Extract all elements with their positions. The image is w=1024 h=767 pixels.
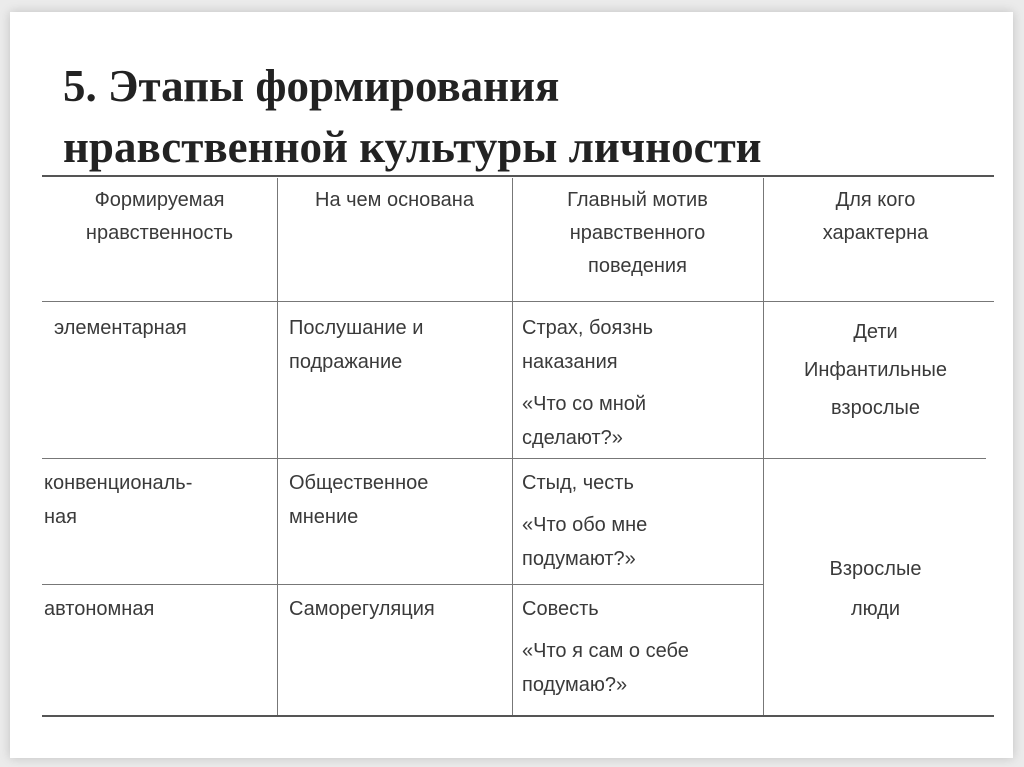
table-cell-who [763, 313, 988, 427]
table-cell-basis [289, 311, 509, 379]
motive-quote: подумаю?» [522, 674, 628, 696]
slide-title-line-2: нравственной культуры личности [63, 122, 762, 172]
table-cell-who-merged [763, 549, 988, 629]
table-cell-motive [522, 466, 762, 576]
header-text: поведения [588, 255, 687, 277]
slide [10, 12, 1013, 758]
table-cell-motive [522, 311, 762, 455]
motive-quote: сделают?» [522, 427, 623, 449]
cell-text: Стыд, честь [522, 472, 634, 494]
table-header-cell [763, 184, 988, 250]
cell-text: Страх, боязнь [522, 317, 654, 339]
table-cell-morality-type [44, 592, 274, 626]
slide-title-line-1: 5. Этапы формирования [63, 61, 560, 111]
cell-text: элементарная [54, 317, 187, 339]
header-text: На чем основана [315, 189, 474, 211]
motive-quote: «Что со мной [522, 393, 647, 415]
header-text: Для кого [835, 189, 916, 211]
table-cell-motive [522, 592, 762, 702]
cell-text: Дети [853, 321, 898, 343]
table-cell-morality-type [54, 311, 274, 345]
table-bottom-rule [42, 715, 994, 717]
motive-quote: «Что я сам о себе [522, 640, 689, 662]
table-cell-morality-type [44, 466, 274, 534]
cell-text: Саморегуляция [289, 598, 435, 620]
motive-quote: подумают?» [522, 548, 636, 570]
column-divider-3 [763, 178, 764, 715]
cell-text: Совесть [522, 598, 599, 620]
cell-text: Инфантильные [803, 359, 947, 381]
header-row-divider [42, 301, 994, 302]
cell-text: Взрослые [829, 558, 922, 580]
cell-text: взрослые [831, 397, 920, 419]
cell-text: наказания [522, 351, 618, 373]
cell-text: мнение [289, 506, 359, 528]
table-header-cell [42, 184, 277, 250]
table-cell-basis [289, 466, 509, 534]
header-text: Главный мотив [567, 189, 708, 211]
cell-text: автономная [44, 598, 155, 620]
row-divider-2 [42, 584, 763, 585]
cell-text: люди [850, 598, 901, 620]
row-divider-1 [42, 458, 986, 459]
cell-text: Общественное [289, 472, 429, 494]
cell-text: ная [44, 506, 77, 528]
header-text: нравственность [85, 222, 234, 244]
header-text: характерна [822, 222, 929, 244]
table-header-cell [277, 184, 512, 217]
cell-text: подражание [289, 351, 403, 373]
table-cell-basis [289, 592, 509, 626]
cell-text: конвенциональ- [44, 472, 193, 494]
column-divider-1 [277, 178, 278, 715]
title-divider [42, 175, 994, 177]
table-header-cell [512, 184, 763, 283]
cell-text: Послушание и [289, 317, 424, 339]
header-text: нравственного [569, 222, 706, 244]
slide-title [63, 56, 1003, 178]
header-text: Формируемая [94, 189, 225, 211]
motive-quote: «Что обо мне [522, 514, 648, 536]
